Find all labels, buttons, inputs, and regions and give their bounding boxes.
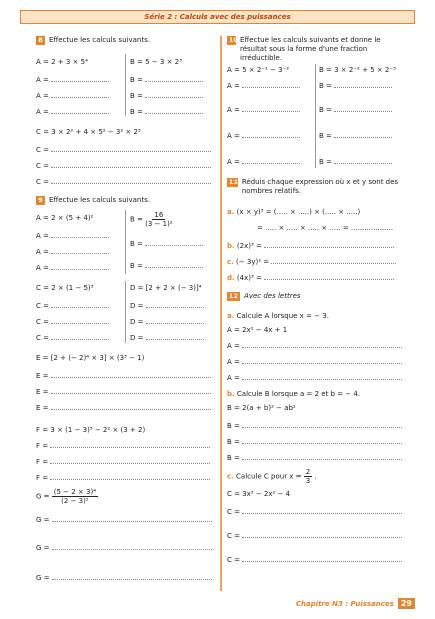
exercise-title: Effectue les calculs suivants.: [49, 36, 150, 44]
expr-c: C = 2 × (1 − 5)³: [36, 284, 94, 292]
expr-c: C = 3 × 2² + 4 × 5² − 3² × 2³: [36, 128, 141, 136]
exercise-title: Effectue les calculs suivants et donne le résultat sous la forme d'une fraction irréductible.: [240, 36, 381, 62]
expr-e: E = [2 + (− 2)⁴ × 3] × (3³ − 1): [36, 354, 145, 362]
column-divider: [220, 36, 222, 591]
exercise-number: 8: [36, 36, 45, 45]
expr-b: B = 5 − 3 × 2³: [130, 58, 182, 66]
exercise-number: 9: [36, 196, 45, 205]
expr-d: D = [2 + 2 × (− 3)]⁴: [130, 284, 202, 292]
expr-a: A = 2 + 3 × 5⁴: [36, 58, 88, 66]
exercise-title: Effectue les calculs suivants.: [49, 196, 150, 204]
chapter-title: Chapitre N3 : Puissances: [295, 599, 394, 608]
series-banner: Série 2 : Calculs avec des puissances: [20, 10, 415, 24]
page-number: 29: [398, 598, 415, 609]
separator: [125, 54, 126, 116]
page-footer: [296, 598, 415, 609]
expr-a: A = 2 × (5 + 4)²: [36, 214, 94, 222]
expr-f: F = 3 × (1 − 3)⁵ − 2² × (3 + 2): [36, 426, 146, 434]
